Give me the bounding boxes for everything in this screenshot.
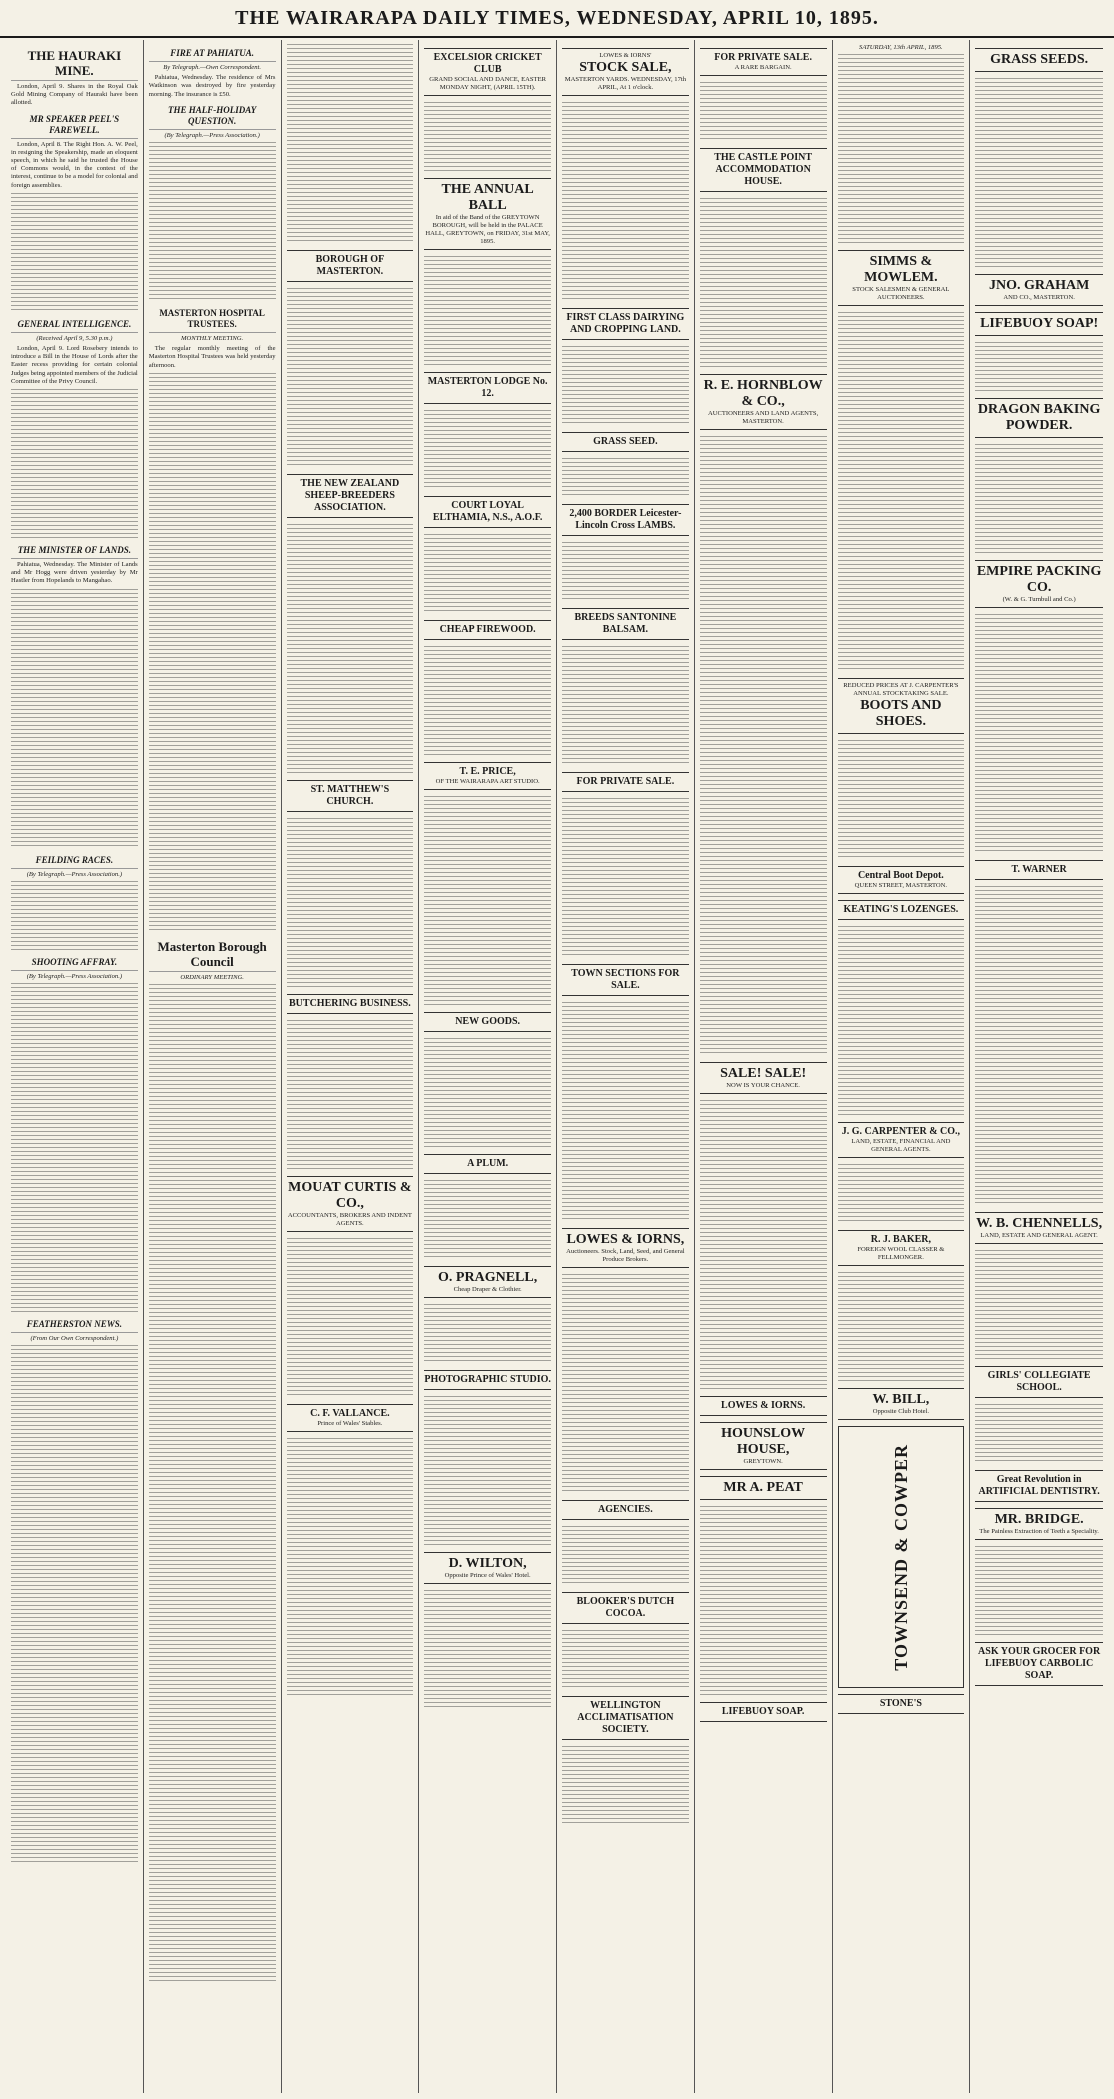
ad-body — [287, 818, 414, 988]
ad-subheading: QUEEN STREET, MASTERTON. — [854, 882, 948, 890]
advertisement — [975, 1366, 1103, 1398]
ad-body — [975, 78, 1103, 268]
article-body — [11, 1345, 138, 1865]
article-body — [11, 193, 138, 313]
ad-heading: J. G. CARPENTER & CO., — [841, 1126, 961, 1138]
ad-heading: W. BILL, — [872, 1392, 930, 1408]
dateline: (By Telegraph.—Press Association.) — [164, 131, 260, 139]
ad-body — [287, 1238, 414, 1398]
ad-heading: W. B. CHENNELLS, — [976, 1216, 1103, 1231]
ad-subheading: (W. & G. Turnbull and Co.) — [1002, 596, 1076, 603]
headline: THE HAURAKI MINE. — [11, 48, 138, 81]
advertisement — [975, 560, 1103, 608]
ad-heading: DRAGON BAKING POWDER. — [977, 402, 1101, 433]
ad-heading: LOWES & IORNS, — [566, 1232, 685, 1247]
ad-heading: SIMMS & MOWLEM. — [864, 254, 938, 286]
ad-body — [975, 886, 1103, 1206]
advertisement — [424, 1266, 551, 1298]
columns — [6, 40, 1108, 2093]
advertisement — [424, 1154, 551, 1174]
ad-heading: BOROUGH OF MASTERTON. — [315, 254, 385, 277]
column-5 — [557, 40, 695, 2093]
ad-body — [562, 102, 689, 302]
ad-body — [424, 1180, 551, 1260]
article-body — [11, 389, 138, 539]
ad-body — [424, 1396, 551, 1546]
ad-heading: STONE'S — [879, 1698, 922, 1710]
ad-body — [700, 198, 827, 368]
ad-body — [287, 1020, 414, 1170]
column-6 — [695, 40, 833, 2093]
advertisement — [424, 1012, 551, 1032]
dateline: (Received April 9, 5.30 p.m.) — [36, 334, 113, 342]
advertisement — [700, 1476, 827, 1500]
advertisement — [424, 1370, 551, 1390]
ad-heading: T. WARNER — [1011, 864, 1067, 875]
ad-heading: C. F. VALLANCE. — [310, 1408, 390, 1419]
ad-heading: MASTERTON LODGE No. 12. — [427, 376, 548, 399]
ad-body — [424, 1038, 551, 1148]
ad-heading: MR. BRIDGE. — [994, 1512, 1084, 1527]
vertical-advertisement — [838, 1426, 965, 1688]
article-body — [11, 881, 138, 951]
ad-body — [562, 346, 689, 426]
article-body — [149, 142, 276, 302]
ad-heading: 2,400 BORDER Leicester-Lincoln Cross LAMBS. — [569, 508, 682, 531]
ad-heading: EMPIRE PACKING CO. — [976, 564, 1102, 595]
advertisement — [975, 1508, 1103, 1540]
advertisement — [562, 308, 689, 340]
headline: THE HALF-HOLIDAY QUESTION. — [149, 105, 276, 130]
subheading: ORDINARY MEETING. — [180, 973, 244, 981]
ad-subheading: AUCTIONEERS AND LAND AGENTS, MASTERTON. — [707, 410, 819, 425]
article-paragraph: London, April 9. Lord Rosebery intends to introduce a Bill in the House of Lords after the Easter recess providing for certain colonial Judges being appointed members of the Judicial Committee of the Privy Council. — [11, 345, 138, 385]
advertisement — [562, 504, 689, 536]
ad-heading: BUTCHERING BUSINESS. — [289, 998, 411, 1009]
ad-heading: SALE! SALE! — [720, 1066, 807, 1081]
ad-heading: AGENCIES. — [598, 1504, 653, 1515]
ad-body — [287, 524, 414, 774]
ad-subheading: LAND, ESTATE, FINANCIAL AND GENERAL AGENTS. — [851, 1138, 951, 1154]
ad-subheading: FOREIGN WOOL CLASSER & FELLMONGER. — [857, 1246, 945, 1262]
advertisement — [700, 48, 827, 76]
advertisement — [975, 398, 1103, 438]
ad-body — [700, 1506, 827, 1696]
ad-body — [424, 1590, 551, 1710]
article-paragraph: Pahiatua, Wednesday. The residence of Mrs Watkinson was destroyed by fire yesterday morning. The insurance is £50. — [148, 74, 276, 98]
ad-heading: Great Revolution in ARTIFICIAL DENTISTRY. — [978, 1474, 1100, 1497]
column-2 — [144, 40, 282, 2093]
ad-body — [562, 1630, 689, 1690]
column-7 — [833, 40, 971, 2093]
advertisement — [562, 1228, 689, 1268]
ad-heading: LIFEBUOY SOAP. — [721, 1706, 805, 1717]
ad-heading: LOWES & IORNS. — [721, 1400, 806, 1411]
ad-subheading: OF THE WAIRARAPA ART STUDIO. — [435, 778, 540, 785]
advertisement — [838, 678, 965, 734]
ad-subheading: MASTERTON YARDS. WEDNESDAY, 17th APRIL, At 1 o'clock. — [564, 76, 687, 91]
headline: SHOOTING AFFRAY. — [11, 957, 138, 971]
ad-dateline: SATURDAY, 13th APRIL, 1895. — [859, 44, 943, 51]
headline: GENERAL INTELLIGENCE. — [11, 319, 138, 333]
ad-heading: FOR PRIVATE SALE. — [714, 52, 812, 63]
ad-subheading: In aid of the Band of the GREYTOWN BOROUGH, will be held in the PALACE HALL, GREYTOWN, on FRIDAY, 31st MAY, 1895. — [425, 214, 550, 245]
ad-body — [975, 1404, 1103, 1464]
column-8 — [970, 40, 1108, 2093]
ad-subheading: Opposite Club Hotel. — [872, 1408, 929, 1416]
ad-heading: GRASS SEEDS. — [990, 52, 1089, 67]
advertisement — [424, 372, 551, 404]
ad-body — [700, 436, 827, 1056]
ad-body — [562, 542, 689, 602]
advertisement — [287, 250, 414, 282]
ad-heading: A PLUM. — [467, 1158, 509, 1169]
ad-body — [838, 1272, 965, 1382]
ad-subheading: Cheap Draper & Clothier. — [453, 1286, 522, 1293]
advertisement — [424, 48, 551, 96]
advertisement — [700, 1702, 827, 1722]
ad-heading: BOOTS AND SHOES. — [860, 698, 942, 730]
headline: FEILDING RACES. — [11, 855, 138, 869]
advertisement — [287, 474, 414, 518]
advertisement — [562, 48, 689, 96]
ad-heading: HOUNSLOW HOUSE, — [721, 1426, 806, 1457]
ad-heading: R. J. BAKER, — [870, 1234, 932, 1246]
headline: THE MINISTER OF LANDS. — [11, 545, 138, 559]
advertisement — [838, 1230, 965, 1266]
ad-body — [287, 1438, 414, 1698]
advertisement — [424, 178, 551, 250]
ad-heading: FOR PRIVATE SALE. — [576, 776, 675, 787]
ad-body — [562, 1274, 689, 1494]
advertisement — [975, 1642, 1103, 1686]
ad-heading: WELLINGTON ACCLIMATISATION SOCIETY. — [577, 1700, 674, 1735]
advertisement — [562, 964, 689, 996]
advertisement — [287, 1404, 414, 1432]
ad-heading: ST. MATTHEW'S CHURCH. — [310, 784, 390, 807]
ad-heading: D. WILTON, — [448, 1556, 527, 1571]
article-body — [149, 373, 276, 933]
advertisement — [975, 274, 1103, 306]
ad-heading: BLOOKER'S DUTCH COCOA. — [576, 1596, 675, 1619]
ad-body — [424, 1304, 551, 1364]
ad-body — [975, 1546, 1103, 1636]
ad-heading: CHEAP FIREWOOD. — [439, 624, 536, 635]
advertisement — [700, 374, 827, 430]
headline: FEATHERSTON NEWS. — [11, 1319, 138, 1333]
ad-body — [562, 646, 689, 766]
headline: FIRE AT PAHIATUA. — [149, 48, 276, 62]
ad-body — [562, 458, 689, 498]
advertisement — [838, 1694, 965, 1714]
advertisement — [562, 772, 689, 792]
advertisement — [562, 1592, 689, 1624]
advertisement — [700, 1062, 827, 1094]
ad-subheading: STOCK SALESMEN & GENERAL AUCTIONEERS. — [852, 286, 950, 302]
ad-body — [700, 82, 827, 142]
ad-heading: FIRST CLASS DAIRYING AND CROPPING LAND. — [566, 312, 685, 335]
advertisement — [975, 48, 1103, 72]
article-paragraph: The regular monthly meeting of the Masterton Hospital Trustees was held yesterday afternoon. — [148, 345, 276, 369]
ad-subheading: Opposite Prince of Wales' Hotel. — [444, 1572, 531, 1579]
advertisement — [562, 1696, 689, 1740]
ad-subheading: ACCOUNTANTS, BROKERS AND INDENT AGENTS. — [287, 1212, 412, 1227]
advertisement — [287, 780, 414, 812]
advertisement — [700, 1396, 827, 1416]
column-4 — [419, 40, 557, 2093]
ad-body — [975, 444, 1103, 554]
ad-body — [424, 796, 551, 1006]
ad-body — [838, 312, 965, 672]
advertisement — [562, 432, 689, 452]
ad-heading: JNO. GRAHAM — [988, 278, 1090, 293]
ad-heading: GRASS SEED. — [593, 436, 658, 447]
advertisement — [838, 1122, 965, 1158]
dateline: (From Our Own Correspondent.) — [30, 1335, 119, 1343]
advertisement — [838, 900, 965, 920]
article-paragraph: London, April 9. Shares in the Royal Oak Gold Mining Company of Hauraki have been allotted. — [11, 83, 138, 107]
dateline: (By Telegraph.—Press Association.) — [26, 870, 123, 878]
article-paragraph: Pahiatua, Wednesday. The Minister of Lands and Mr Hogg were driven yesterday by Mr Hastler from Hopelands to Mangahao. — [11, 561, 138, 585]
ad-body — [975, 614, 1103, 854]
ad-heading: T. E. PRICE, — [459, 766, 516, 777]
ad-heading: EXCELSIOR CRICKET CLUB — [433, 52, 542, 75]
advertisement — [424, 762, 551, 790]
ad-body — [700, 1100, 827, 1390]
ad-subheading: The Painless Extraction of Teeth a Speciality. — [979, 1528, 1099, 1535]
ad-body — [975, 1250, 1103, 1360]
advertisement — [562, 608, 689, 640]
ad-subheading: LAND, ESTATE AND GENERAL AGENT. — [980, 1232, 1098, 1239]
advertisement — [562, 1500, 689, 1520]
advertisement — [700, 148, 827, 192]
advertisement — [424, 1552, 551, 1584]
advertisement — [975, 860, 1103, 880]
ad-body — [424, 410, 551, 490]
advertisement — [838, 1388, 965, 1420]
dateline: By Telegraph.—Own Correspondent. — [163, 64, 261, 71]
ad-heading: O. PRAGNELL, — [438, 1270, 538, 1285]
ad-kicker: LOWES & IORNS' — [599, 52, 652, 59]
ad-heading: KEATING'S LOZENGES. — [843, 904, 959, 916]
advertisement — [287, 994, 414, 1014]
dateline: (By Telegraph.—Press Association.) — [26, 972, 123, 980]
ad-body — [424, 256, 551, 366]
ad-heading: MR A. PEAT — [723, 1480, 803, 1495]
ad-subheading: GRAND SOCIAL AND DANCE, EASTER MONDAY NIGHT, (APRIL 15TH). — [429, 76, 547, 91]
ad-heading: PHOTOGRAPHIC STUDIO. — [424, 1374, 551, 1385]
ad-body — [838, 926, 965, 1116]
advertisement — [424, 496, 551, 528]
ad-heading: STOCK SALE, — [579, 60, 672, 75]
advertisement — [287, 1176, 414, 1232]
newspaper-title: THE WAIRARAPA DAILY TIMES, WEDNESDAY, APRIL 10, 1895. — [235, 6, 879, 29]
advertisement — [700, 1422, 827, 1470]
ad-heading: THE NEW ZEALAND SHEEP-BREEDERS ASSOCIATION. — [300, 478, 400, 513]
ad-heading: LIFEBUOY SOAP! — [980, 316, 1099, 331]
article-body — [287, 44, 414, 244]
ad-heading: GIRLS' COLLEGIATE SCHOOL. — [987, 1370, 1091, 1393]
advertisement — [424, 620, 551, 640]
advertisement — [838, 866, 965, 894]
ad-subheading: GREYTOWN. — [743, 1458, 783, 1465]
ad-body — [424, 534, 551, 614]
ad-heading: MOUAT CURTIS & CO., — [288, 1180, 412, 1211]
ad-body — [838, 54, 965, 244]
advertisement — [975, 312, 1103, 336]
vertical-ad-text: TOWNSEND & COWPER — [890, 1443, 911, 1671]
ad-heading: ASK YOUR GROCER FOR LIFEBUOY CARBOLIC SOAP. — [978, 1646, 1101, 1681]
ad-subheading: A RARE BARGAIN. — [734, 64, 792, 71]
ad-heading: BREEDS SANTONINE BALSAM. — [574, 612, 677, 635]
column-3 — [282, 40, 420, 2093]
headline: MR SPEAKER PEEL'S FAREWELL. — [11, 114, 138, 139]
ad-body — [562, 1002, 689, 1222]
column-1 — [6, 40, 144, 2093]
article-paragraph: London, April 8. The Right Hon. A. W. Peel, in resigning the Speakership, made an eloquent speech, in which he said he trusted the House of Commons would, in the contest of the interest, continue to be a model for colonial and foreign assemblies. — [11, 140, 138, 189]
headline: MASTERTON HOSPITAL TRUSTEES. — [149, 308, 276, 333]
ad-heading: R. E. HORNBLOW & CO., — [703, 378, 823, 409]
ad-body — [287, 288, 414, 468]
ad-body — [562, 1746, 689, 1826]
ad-subheading: Auctioneers. Stock, Land, Seed, and General Produce Brokers. — [566, 1248, 685, 1263]
ad-heading: NEW GOODS. — [455, 1016, 521, 1027]
ad-heading: Central Boot Depot. — [857, 870, 944, 882]
advertisement — [975, 1212, 1103, 1244]
ad-body — [424, 102, 551, 172]
ad-subheading: Prince of Wales' Stables. — [317, 1420, 383, 1427]
ad-subheading: NOW IS YOUR CHANCE. — [726, 1082, 800, 1089]
ad-body — [838, 740, 965, 860]
ad-heading: TOWN SECTIONS FOR SALE. — [571, 968, 680, 991]
ad-subheading: AND CO., MASTERTON. — [1003, 294, 1075, 301]
article-body — [11, 589, 138, 849]
ad-heading: THE ANNUAL BALL — [441, 182, 534, 213]
subheading: MONTHLY MEETING. — [181, 335, 244, 343]
masthead — [0, 0, 1114, 38]
ad-subheading: REDUCED PRICES AT J. CARPENTER'S ANNUAL STOCKTAKING SALE. — [843, 682, 959, 698]
ad-body — [562, 798, 689, 958]
ad-heading: THE CASTLE POINT ACCOMMODATION HOUSE. — [714, 152, 813, 187]
ad-body — [838, 1164, 965, 1224]
ad-body — [975, 342, 1103, 392]
advertisement — [975, 1470, 1103, 1502]
ad-body — [424, 646, 551, 756]
article-body — [149, 984, 276, 1984]
article-body — [11, 983, 138, 1313]
ad-body — [562, 1526, 689, 1586]
ad-heading: COURT LOYAL ELTHAMIA, N.S., A.O.F. — [432, 500, 543, 523]
headline: Masterton Borough Council — [149, 939, 276, 972]
advertisement — [838, 250, 965, 306]
